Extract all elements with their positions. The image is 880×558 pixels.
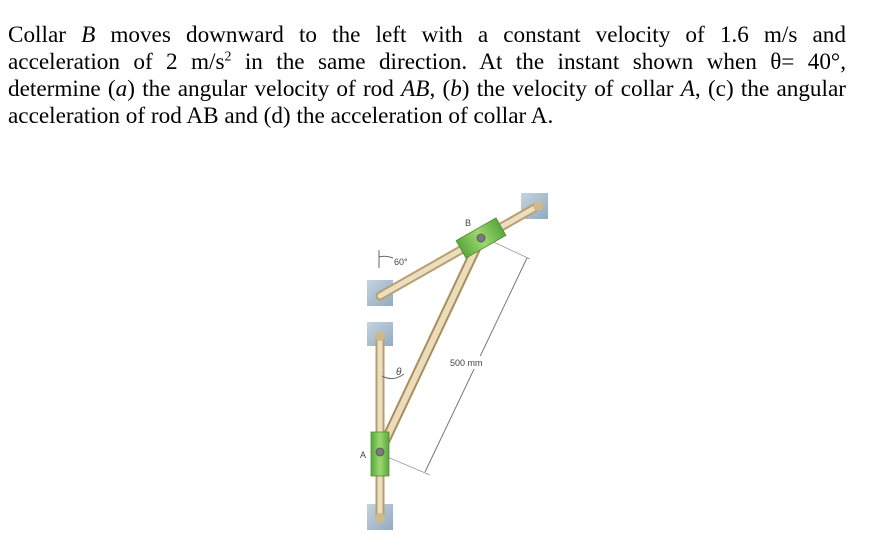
text-run: determine ( [8, 76, 116, 102]
rod-end-cap [375, 331, 385, 341]
part-a-label: a [115, 76, 128, 102]
length-label: 500 mm [450, 358, 483, 368]
text-run: in the same direction. At the instant shown when θ= 40°, [231, 49, 846, 75]
part-b-label: b [450, 76, 462, 102]
angle-60-label: 60° [394, 257, 408, 267]
theta-label: θ [396, 367, 402, 378]
rod-end-cap [375, 513, 385, 523]
text-run: ) the velocity of collar [461, 76, 681, 102]
text-run: ) the angular velocity of rod [127, 76, 402, 102]
text-run: moves downward to the left with a constant velocity of 1.6 m/s and [95, 22, 846, 48]
exponent: 2 [224, 49, 232, 65]
collar-a-symbol: A [680, 76, 695, 102]
problem-line-4: acceleration of rod AB and (d) the acceleration of collar A. [8, 103, 554, 129]
rod-ab-symbol: AB [401, 76, 430, 102]
text-run: , ( [429, 76, 451, 102]
rod-end-cap [533, 201, 543, 211]
text-run: , (c) the angular [694, 76, 846, 102]
pin-b [477, 234, 485, 242]
pin-a [376, 448, 384, 456]
text-run: acceleration of 2 m/s [8, 49, 225, 75]
label-b: B [465, 218, 472, 228]
label-a: A [360, 450, 367, 460]
collar-b-symbol: B [81, 22, 96, 48]
text-run: Collar [8, 22, 82, 48]
angle-60-arc [379, 256, 393, 258]
